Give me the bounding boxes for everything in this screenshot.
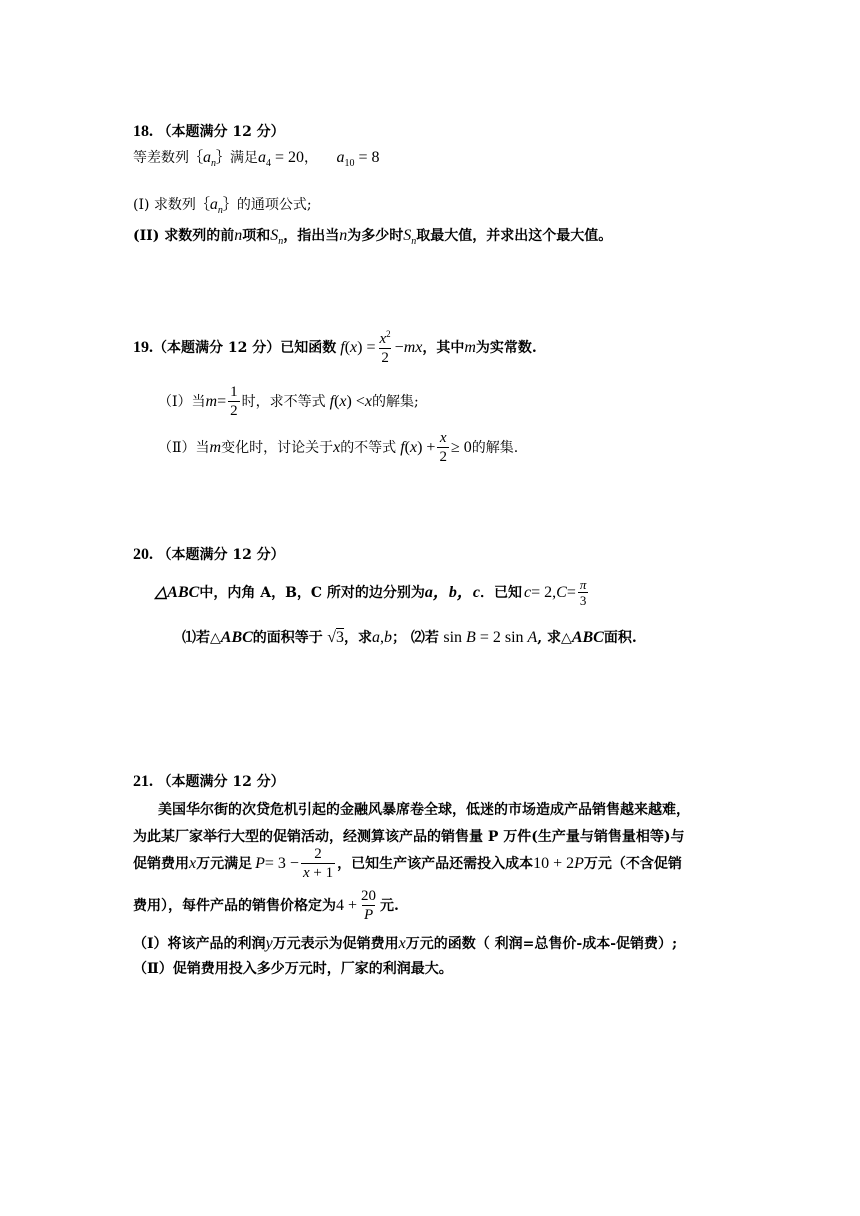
q20-parts: ⑴若△ABC的面积等于 √3，求a,b； ⑵若 sin B = 2 sin A, 求△ABC面积. <box>182 629 637 646</box>
q20-score: （本题满分 12 分） <box>157 547 285 563</box>
q21-line4: 费用），每件产品的销售价格定为 4 + $\frac{20}{P}$ 元. <box>133 888 399 923</box>
q21-header <box>133 774 285 790</box>
q20-header <box>133 547 285 563</box>
q18-part2: (II) 求数列的前n项和$S_n$，指出当n为多少时$S_n$取最大值，并求出这个最大值。 <box>133 227 613 247</box>
q18-score: （本题满分 12 分） <box>157 124 285 140</box>
q19-part2: （Ⅱ）当 m 变化时，讨论关于 x 的不等式 f ( x ) + $\frac{x}{2}$ ≥ 0 的解集. <box>158 430 519 465</box>
q21-line2: 为此某厂家举行大型的促销活动，经测算该产品的销售量 P 万件(生产量与销售量相等)与 <box>133 829 685 845</box>
q19-fraction: $\frac{x^2}{2}$ <box>379 329 391 366</box>
q18-number: 18. <box>133 123 153 140</box>
q19-score: （本题满分 12 分） <box>153 340 281 357</box>
q19-part1: （Ⅰ）当 m = $\frac{1}{2}$ 时，求不等式 f ( x ) < x 的解集; <box>158 384 419 419</box>
q20-number: 20. <box>133 546 153 563</box>
q21-part2: （Ⅱ）促销费用投入多少万元时，厂家的利润最大。 <box>133 961 453 977</box>
q18-header <box>133 124 285 140</box>
q21-line3: 促销费用 x 万元满足 P = 3 − $\frac{2}{x + 1}$ ，已知生产该产品还需投入成本 10 + 2 P 万元（不含促销 <box>133 846 682 881</box>
q18-part1: (I) 求数列$\{a_n\}$的通项公式; <box>133 196 312 216</box>
q21-number: 21. <box>133 773 153 790</box>
q19-number: 19. <box>133 339 153 357</box>
q21-line1: 美国华尔街的次贷危机引起的金融风暴席卷全球，低迷的市场造成产品销售越来越难， <box>158 802 690 818</box>
q21-score: （本题满分 12 分） <box>157 774 285 790</box>
q18-stem: 等差数列$\{a_n\}$满足$a_4 = 20$， $a_{10} = 8$ <box>133 149 380 169</box>
q20-stem: △ABC 中，内角 A，B，C 所对的边分别为 a，b，c ．已知 c = 2, C = $\frac{\pi}{3}$ <box>155 577 587 609</box>
q21-part1: （Ⅰ）将该产品的利润y万元表示为促销费用x万元的函数（ 利润=总售价-成本-促销费）; <box>133 935 678 952</box>
q19-stem: 19. （本题满分 12 分） 已知函数 f ( x ) = $\frac{x^2}{2}$ − mx ，其中 m 为实常数. <box>133 329 537 366</box>
